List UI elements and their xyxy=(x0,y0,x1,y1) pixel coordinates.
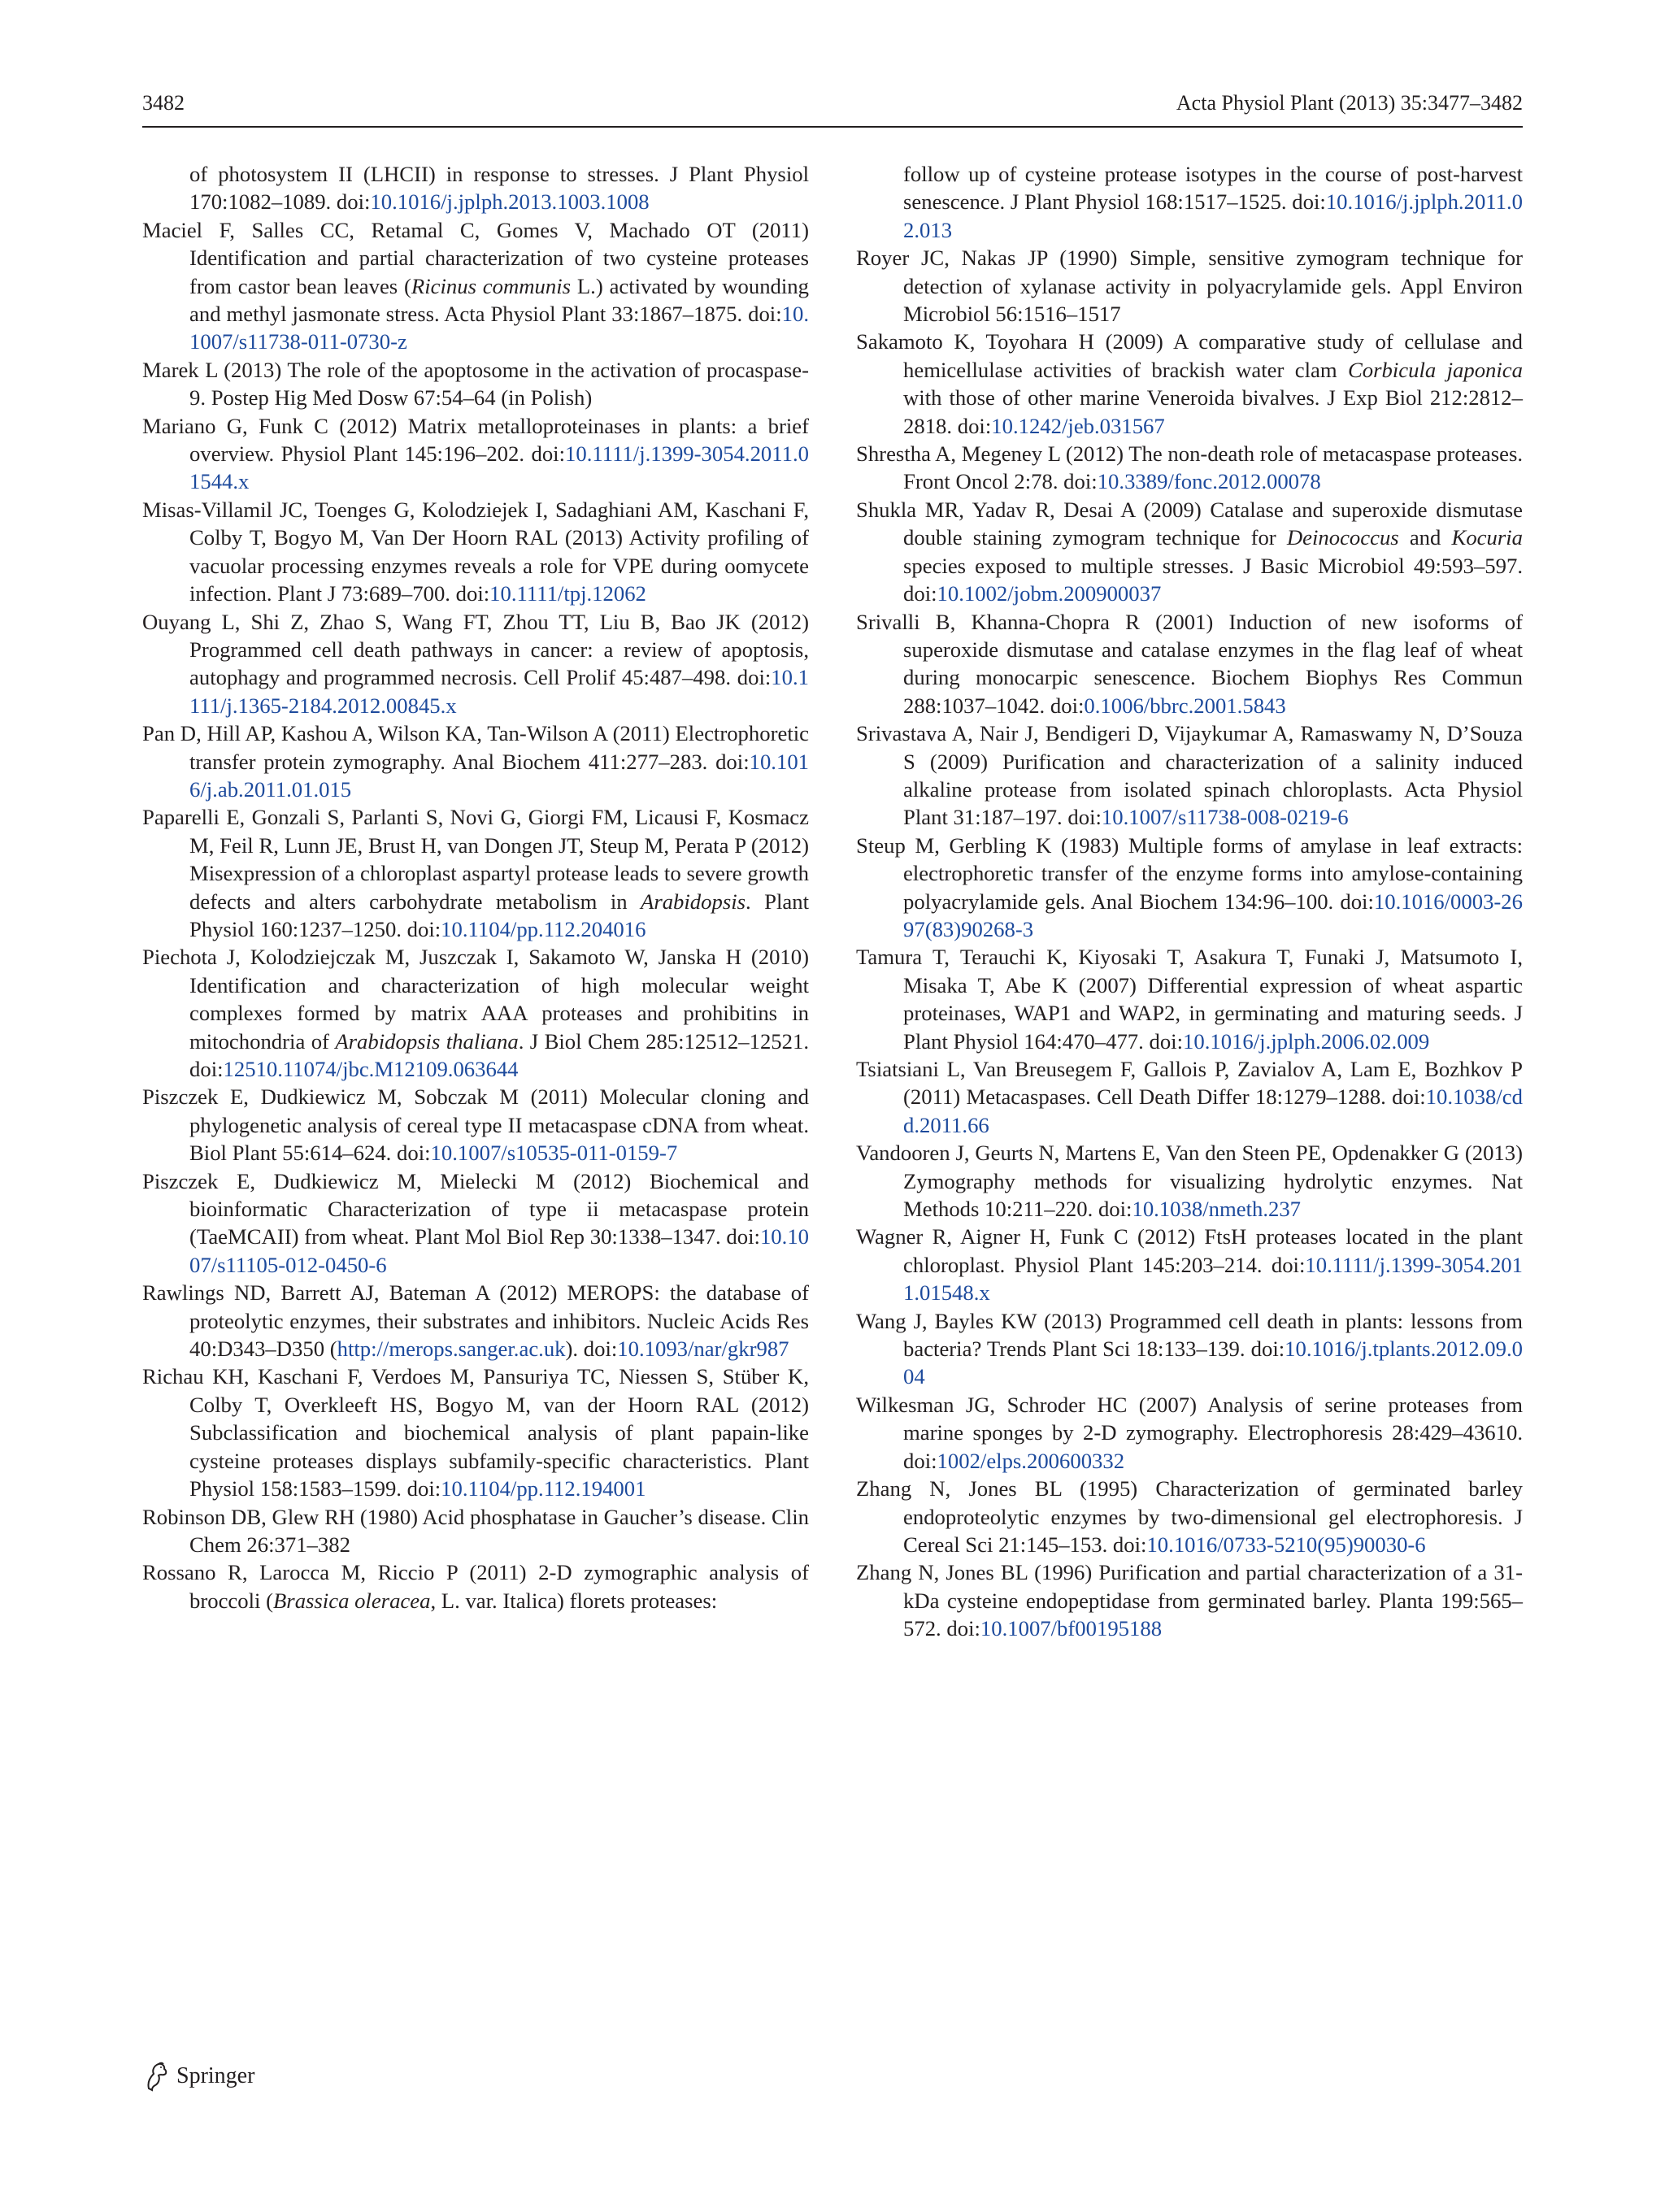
publisher-logo xyxy=(142,2061,254,2092)
doi-link[interactable]: 10.1007/bf00195188 xyxy=(980,1616,1163,1641)
reference-text: Robinson DB, Glew RH (1980) Acid phosphatase in Gaucher’s disease. Clin Chem 26:371–382 xyxy=(142,1504,809,1557)
doi-link[interactable]: 10.1242/jeb.031567 xyxy=(991,413,1165,438)
reference-text: Piszczek E, Dudkiewicz M, Mielecki M (2012) Biochemical and bioinformatic Characterization of type ii metacaspase protein (TaeMCAII) from wheat. Plant Mol Biol Rep 30:1338–1347. doi: xyxy=(142,1168,809,1249)
italic-text: Deinococcus xyxy=(1286,525,1399,550)
reference-text: . Plant Physiol 160:1237–1250. doi: xyxy=(189,889,809,941)
reference-entry xyxy=(856,1558,1523,1642)
reference-text: Piechota J, Kolodziejczak M, Juszczak I, Sakamoto W, Janska H (2010) Identification and characterization of high molecular weight complexes formed by matrix AAA proteases and prohibitins in mitochondria of xyxy=(142,945,809,1054)
doi-link[interactable]: 10.1093/nar/gkr987 xyxy=(617,1336,789,1362)
reference-text: Zhang N, Jones BL (1996) Purification and partial characterization of a 31-kDa cysteine endopeptidase from germinated barley. Planta 199:565–572. doi: xyxy=(856,1560,1523,1641)
reference-text: L.) activated by wounding and methyl jasmonate stress. Acta Physiol Plant 33:1867–1875. doi: xyxy=(189,273,809,327)
reference-entry xyxy=(142,803,809,943)
italic-text: Arabidopsis xyxy=(641,889,746,914)
reference-text: Rossano R, Larocca M, Riccio P (2011) 2-D zymographic analysis of broccoli ( xyxy=(142,1560,809,1613)
reference-entry xyxy=(142,1167,809,1280)
reference-text: Pan D, Hill AP, Kashou A, Wilson KA, Tan-Wilson A (2011) Electrophoretic transfer protein zymography. Anal Biochem 411:277–283. doi: xyxy=(142,721,809,774)
doi-link[interactable]: 10.1111/j.1365-2184.2012.00845.x xyxy=(189,665,809,718)
reference-text: species exposed to multiple stresses. J Basic Microbiol 49:593–597. doi: xyxy=(903,553,1523,606)
reference-entry xyxy=(856,719,1523,832)
reference-text: Royer JC, Nakas JP (1990) Simple, sensitive zymogram technique for detection of xylanase activity in polyacrylamide gels. Appl Environ Microbiol 56:1516–1517 xyxy=(856,246,1523,327)
reference-entry xyxy=(142,943,809,1083)
italic-text: Brassica oleracea xyxy=(273,1588,431,1613)
reference-text: ). doi: xyxy=(565,1336,618,1362)
reference-entry xyxy=(856,328,1523,440)
reference-text: Vandooren J, Geurts N, Martens E, Van den Steen PE, Opdenakker G (2013) Zymography methods for visualizing hydrolytic enzymes. Nat Methods 10:211–220. doi: xyxy=(856,1141,1523,1222)
reference-text: Maciel F, Salles CC, Retamal C, Gomes V, Machado OT (2011) Identification and partial characterization of two cysteine proteases from castor bean leaves ( xyxy=(142,217,809,298)
doi-link[interactable]: 10.1016/j.jplph.2006.02.009 xyxy=(1183,1028,1430,1054)
doi-link[interactable]: 10.3389/fonc.2012.00078 xyxy=(1097,469,1321,494)
reference-entry xyxy=(856,1223,1523,1306)
doi-link[interactable]: 10.1016/j.jplph.2013.1003.1008 xyxy=(370,189,650,215)
doi-link[interactable]: 10.1016/0733-5210(95)90030-6 xyxy=(1146,1532,1426,1557)
doi-link[interactable]: 10.1104/pp.112.194001 xyxy=(441,1476,646,1501)
url-link[interactable]: http://merops.sanger.ac.uk xyxy=(337,1336,566,1362)
reference-text: follow up of cysteine protease isotypes in the course of post-harvest senescence. J Plant Physiol 168:1517–1525. doi: xyxy=(903,162,1523,215)
reference-text: Tsiatsiani L, Van Breusegem F, Gallois P, Zavialov A, Lam E, Bozhkov P (2011) Metacaspases. Cell Death Differ 18:1279–1288. doi: xyxy=(856,1057,1523,1110)
reference-text: Misas-Villamil JC, Toenges G, Kolodziejek I, Sadaghiani AM, Kaschani F, Colby T, Bogyo M, Van Der Hoorn RAL (2013) Activity profiling of vacuolar processing enzymes reveals a role for VPE during oomycete infection. Plant J 73:689–700. doi: xyxy=(142,497,809,606)
reference-entry xyxy=(142,719,809,803)
doi-link[interactable]: 10.1038/cdd.2011.66 xyxy=(903,1084,1523,1137)
header-rule xyxy=(142,126,1523,128)
reference-text: Rawlings ND, Barrett AJ, Bateman A (2012) MEROPS: the database of proteolytic enzymes, their substrates and inhibitors. Nucleic Acids Res 40:D343–D350 ( xyxy=(142,1280,809,1362)
reference-text: with those of other marine Veneroida bivalves. J Exp Biol 212:2812–2818. doi: xyxy=(903,385,1523,438)
reference-entry xyxy=(856,1307,1523,1391)
reference-text: Steup M, Gerbling K (1983) Multiple forms of amylase in leaf extracts: electrophoretic transfer of the enzyme forms into amylose-containing polyacrylamide gels. Anal Biochem 134:96–100. doi: xyxy=(856,832,1523,914)
reference-text: Wilkesman JG, Schroder HC (2007) Analysis of serine proteases from marine sponges by 2-D zymography. Electrophoresis 28:429–43610. doi: xyxy=(856,1392,1523,1473)
reference-entry xyxy=(856,244,1523,328)
reference-entry xyxy=(856,608,1523,720)
italic-text: Ricinus communis xyxy=(411,273,572,298)
reference-text: Srivastava A, Nair J, Bendigeri D, Vijaykumar A, Ramaswamy N, D’Souza S (2009) Purification and characterization of a salinity induced alkaline protease from isolated spinach chloroplasts. Acta Physiol Plant 31:187–197. doi: xyxy=(856,721,1523,830)
reference-entry xyxy=(142,412,809,496)
doi-link[interactable]: 10.1016/j.tplants.2012.09.004 xyxy=(903,1336,1523,1389)
references-right-column xyxy=(856,160,1523,1643)
doi-link[interactable]: 10.1038/nmeth.237 xyxy=(1132,1197,1302,1222)
reference-text: Srivalli B, Khanna-Chopra R (2001) Induction of new isoforms of superoxide dismutase and catalase enzymes in the flag leaf of wheat during monocarpic senescence. Biochem Biophys Res Commun 288:1037–1042. doi: xyxy=(856,609,1523,718)
reference-text: Sakamoto K, Toyohara H (2009) A comparative study of cellulase and hemicellulase activities of brackish water clam xyxy=(856,329,1523,382)
reference-entry xyxy=(142,1083,809,1167)
journal-citation: Acta Physiol Plant (2013) 35:3477–3482 xyxy=(1176,91,1523,115)
reference-text: of photosystem II (LHCII) in response to stresses. J Plant Physiol 170:1082–1089. doi: xyxy=(189,162,809,215)
doi-link[interactable]: 0.1006/bbrc.2001.5843 xyxy=(1084,693,1286,718)
reference-text: Mariano G, Funk C (2012) Matrix metalloproteinases in plants: a brief overview. Physiol Plant 145:196–202. doi: xyxy=(142,413,809,467)
reference-text: Wang J, Bayles KW (2013) Programmed cell death in plants: lessons from bacteria? Trends Plant Sci 18:133–139. doi: xyxy=(856,1308,1523,1362)
doi-link[interactable]: 10.1002/jobm.200900037 xyxy=(937,581,1162,606)
reference-entry xyxy=(142,1279,809,1362)
reference-entry xyxy=(142,160,809,216)
reference-entry xyxy=(856,1139,1523,1223)
reference-text: Richau KH, Kaschani F, Verdoes M, Pansuriya TC, Niessen S, Stüber K, Colby T, Overkleeft HS, Bogyo M, van der Hoorn RAL (2012) Subclassification and biochemical analysis of plant papain-like cysteine proteases displays subfamily-specific characteristics. Plant Physiol 158:1583–1599. doi: xyxy=(142,1364,809,1501)
reference-text: Shukla MR, Yadav R, Desai A (2009) Catalase and superoxide dismutase double staining zymogram technique for xyxy=(856,497,1523,550)
reference-entry xyxy=(856,496,1523,608)
reference-text: Wagner R, Aigner H, Funk C (2012) FtsH proteases located in the plant chloroplast. Physiol Plant 145:203–214. doi: xyxy=(856,1224,1523,1277)
reference-text: Tamura T, Terauchi K, Kiyosaki T, Asakura T, Funaki J, Matsumoto I, Misaka T, Abe K (2007) Differential expression of wheat aspartic proteinases, WAP1 and WAP2, in germinating and maturing seeds. J Plant Physiol 164:470–477. doi: xyxy=(856,945,1523,1054)
reference-text: Shrestha A, Megeney L (2012) The non-death role of metacaspase proteases. Front Oncol 2:78. doi: xyxy=(856,441,1523,494)
reference-entry xyxy=(142,1503,809,1559)
publisher-name: Springer xyxy=(176,2063,255,2088)
reference-entry xyxy=(142,496,809,608)
doi-link[interactable]: 1002/elps.200600332 xyxy=(937,1448,1125,1473)
doi-link[interactable]: 10.1016/0003-2697(83)90268-3 xyxy=(903,889,1523,941)
reference-entry xyxy=(142,216,809,356)
reference-entry xyxy=(856,832,1523,944)
reference-entry xyxy=(142,1558,809,1614)
doi-link[interactable]: 10.1007/s11738-008-0219-6 xyxy=(1101,805,1349,830)
reference-text: , L. var. Italica) florets proteases: xyxy=(430,1588,718,1613)
reference-entry xyxy=(142,1362,809,1502)
reference-text: . J Biol Chem 285:12512–12521. doi: xyxy=(189,1028,809,1081)
italic-text: Kocuria xyxy=(1451,525,1523,550)
doi-link[interactable]: 10.1007/s11738-011-0730-z xyxy=(189,302,809,354)
springer-horse-icon xyxy=(142,2061,170,2092)
doi-link[interactable]: 10.1111/j.1399-3054.2011.01544.x xyxy=(189,441,809,494)
reference-text: Marek L (2013) The role of the apoptosome in the activation of procaspase-9. Postep Hig Med Dosw 67:54–64 (in Polish) xyxy=(142,357,809,411)
doi-link[interactable]: 10.1104/pp.112.204016 xyxy=(441,916,646,941)
doi-link[interactable]: 10.1007/s10535-011-0159-7 xyxy=(430,1141,678,1166)
reference-entry xyxy=(856,1475,1523,1558)
italic-text: Corbicula japonica xyxy=(1348,357,1523,382)
reference-entry xyxy=(142,608,809,720)
italic-text: Arabidopsis thaliana xyxy=(335,1028,519,1054)
doi-link[interactable]: 10.1016/j.ab.2011.01.015 xyxy=(189,749,809,802)
doi-link[interactable]: 12510.11074/jbc.M12109.063644 xyxy=(223,1057,519,1081)
reference-text: Paparelli E, Gonzali S, Parlanti S, Novi G, Giorgi FM, Licausi F, Kosmacz M, Feil R, Lunn JE, Brust H, van Dongen JT, Steup M, Perata P (2012) Misexpression of a chloroplast aspartyl protease leads to severe growth defects and alters carbohydrate metabolism in xyxy=(142,805,809,914)
reference-entry xyxy=(856,943,1523,1055)
reference-entry xyxy=(856,160,1523,244)
reference-entry xyxy=(142,356,809,412)
reference-text: Piszczek E, Dudkiewicz M, Sobczak M (2011) Molecular cloning and phylogenetic analysis of cereal type II metacaspase cDNA from wheat. Biol Plant 55:614–624. doi: xyxy=(142,1084,809,1166)
doi-link[interactable]: 10.1111/j.1399-3054.2011.01548.x xyxy=(903,1252,1523,1306)
reference-entry xyxy=(856,1055,1523,1139)
reference-text: Zhang N, Jones BL (1995) Characterization of germinated barley endoproteolytic enzymes by two-dimensional gel electrophoresis. J Cereal Sci 21:145–153. doi: xyxy=(856,1476,1523,1557)
reference-text: and xyxy=(1398,525,1452,550)
doi-link[interactable]: 10.1016/j.jplph.2011.02.013 xyxy=(903,189,1523,242)
reference-text: Ouyang L, Shi Z, Zhao S, Wang FT, Zhou TT, Liu B, Bao JK (2012) Programmed cell death pathways in cancer: a review of apoptosis, autophagy and programmed necrosis. Cell Prolif 45:487–498. doi: xyxy=(142,609,809,690)
doi-link[interactable]: 10.1111/tpj.12062 xyxy=(489,581,646,606)
page-number: 3482 xyxy=(142,91,185,115)
reference-entry xyxy=(856,440,1523,496)
doi-link[interactable]: 10.1007/s11105-012-0450-6 xyxy=(189,1224,809,1277)
reference-entry xyxy=(856,1391,1523,1475)
references-left-column xyxy=(142,160,809,1614)
